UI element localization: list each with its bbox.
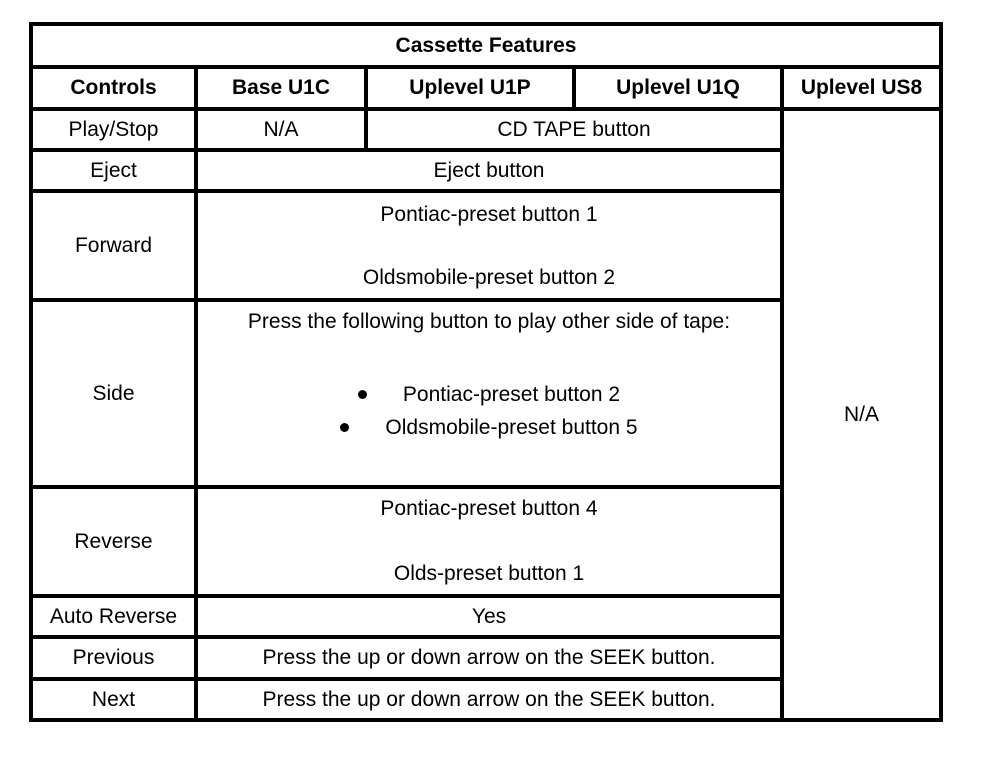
label-eject: Eject	[31, 150, 196, 191]
play-stop-uplevel-value: CD TAPE button	[366, 109, 782, 150]
label-side: Side	[31, 300, 196, 487]
play-stop-base-value: N/A	[196, 109, 366, 150]
side-intro-text: Press the following button to play other side of tape:	[247, 310, 731, 333]
next-value: Press the up or down arrow on the SEEK button.	[196, 679, 782, 720]
list-item	[340, 411, 637, 444]
label-next: Next	[31, 679, 196, 720]
side-bullet-2: Oldsmobile-preset button 5	[385, 416, 638, 439]
table-title: Cassette Features	[31, 24, 941, 67]
cassette-features-table	[29, 22, 943, 722]
label-previous: Previous	[31, 637, 196, 679]
header-uplevel-u1q: Uplevel U1Q	[574, 67, 782, 109]
eject-value: Eject button	[196, 150, 782, 191]
side-bullet-1: Pontiac-preset button 2	[402, 383, 621, 406]
header-base-u1c: Base U1C	[196, 67, 366, 109]
header-controls: Controls	[31, 67, 196, 109]
label-play-stop: Play/Stop	[31, 109, 196, 150]
reverse-line-1: Pontiac-preset button 4	[380, 497, 598, 520]
bullet-icon	[358, 390, 367, 399]
header-uplevel-us8: Uplevel US8	[782, 67, 941, 109]
reverse-line-2: Olds-preset button 1	[393, 562, 585, 585]
bullet-icon	[340, 423, 349, 432]
auto-reverse-value: Yes	[196, 596, 782, 637]
previous-value: Press the up or down arrow on the SEEK button.	[196, 637, 782, 679]
row-play-stop	[31, 109, 941, 150]
header-uplevel-u1p: Uplevel U1P	[366, 67, 574, 109]
forward-value	[196, 191, 782, 300]
side-value	[196, 300, 782, 487]
reverse-value	[196, 487, 782, 596]
list-item	[358, 378, 620, 411]
label-forward: Forward	[31, 191, 196, 300]
label-auto-reverse: Auto Reverse	[31, 596, 196, 637]
forward-line-1: Pontiac-preset button 1	[380, 203, 598, 226]
label-reverse: Reverse	[31, 487, 196, 596]
side-bullet-list	[340, 378, 637, 444]
forward-line-2: Oldsmobile-preset button 2	[362, 266, 616, 289]
us8-value: N/A	[782, 109, 941, 720]
title-row	[31, 24, 941, 67]
header-row	[31, 67, 941, 109]
